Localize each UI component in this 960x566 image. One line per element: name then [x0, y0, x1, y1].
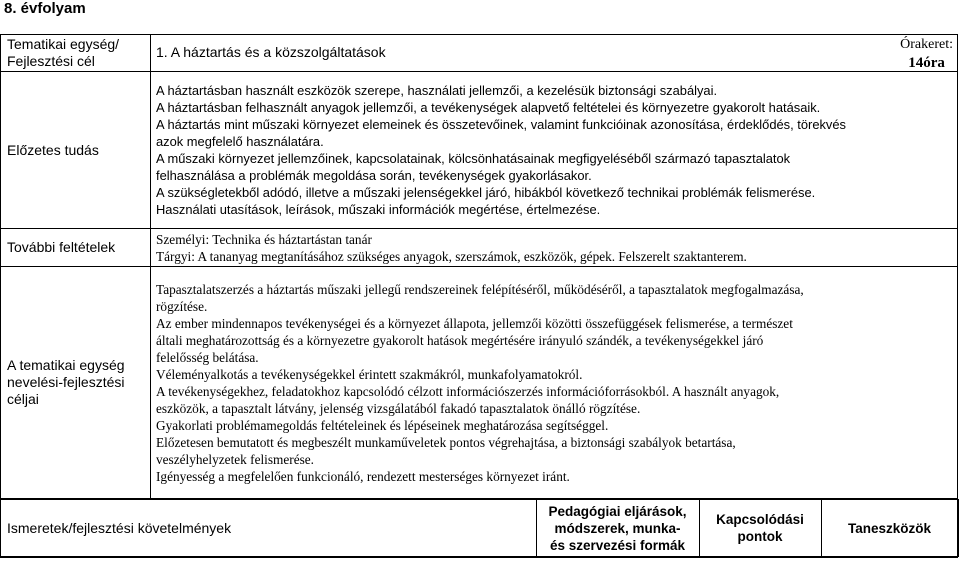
- goals-line: Az ember mindennapos tevékenységei és a környezet állapota, jellemzői közötti összefüggések felismerése, a természet: [156, 315, 793, 331]
- goals-row: [1, 267, 958, 499]
- goals-line: veszélyhelyzetek felismerése.: [156, 451, 315, 467]
- grade-heading: 8. évfolyam: [4, 0, 86, 17]
- unit-title-cell: [151, 35, 958, 72]
- further-line: Személyi: Technika és háztartástan tanár: [156, 231, 372, 247]
- connections-header-line: Kapcsolódási: [716, 512, 804, 527]
- prior-line: A háztartásban használt eszközök szerepe, használati jellemzői, a kezelésük biztonsági szabályai.: [156, 83, 718, 98]
- bottom-header-table: [1, 499, 959, 557]
- further-conditions-text: [151, 229, 958, 267]
- bottom-header-cell: [1, 499, 958, 558]
- prior-line: A háztartásban felhasznált anyagok jellemzői, a tevékenységek alapvető feltételei és környezetre gyakorolt hatásaik.: [156, 100, 821, 115]
- further-line: Tárgyi: A tananyag megtanításához szükséges anyagok, szerszámok, eszközök, gépek. Felszerelt szaktanterem.: [156, 248, 747, 264]
- prior-label: Előzetes tudás: [1, 72, 151, 229]
- goals-label-line: A tematikai egység: [7, 357, 125, 373]
- methods-header-line: módszerek, munka-: [554, 520, 681, 536]
- bottom-header-row: [1, 499, 958, 558]
- goals-line: Tapasztalatszerzés a háztartás műszaki jellegű rendszereinek felépítéséről, működéséről, a tapasztalatok megfogalmazása,: [156, 281, 804, 297]
- unit-label-line-2: Fejlesztési cél: [7, 53, 95, 69]
- further-conditions-row: [1, 229, 958, 267]
- goals-line: Véleményalkotás a tevékenységekkel érintett szakmákról, munkafolyamatokról.: [156, 366, 583, 382]
- prior-line: A szükségletekből adódó, illetve a műszaki jelenségekkel járó, hibákból következő technikai problémák felismerése.: [156, 185, 816, 200]
- unit-row: [1, 35, 958, 72]
- prior-line: azok megfelelő használatára.: [156, 134, 324, 149]
- prior-line: Használati utasítások, leírások, műszaki információk megértése, értelmezése.: [156, 202, 601, 217]
- goals-line: Előzetesen bemutatott és megbeszélt munkaműveletek pontos végrehajtása, a biztonsági szabályok betartása,: [156, 434, 736, 450]
- goals-label-line: nevelési-fejlesztési: [7, 374, 125, 390]
- goals-line: Gyakorlati problémamegoldás feltételeinek és lépéseinek meghatározása segítséggel.: [156, 417, 609, 433]
- methods-header: [536, 500, 699, 557]
- prior-line: felhasználása a problémák megoldása során, tevékenységek gyakorlásakor.: [156, 168, 592, 183]
- hours-box: [900, 36, 953, 72]
- prior-knowledge-row: [1, 72, 958, 229]
- hours-label: Órakeret:: [900, 37, 953, 52]
- tools-header: Taneszközök: [821, 500, 958, 557]
- methods-header-line: és szervezési formák: [549, 537, 686, 553]
- methods-header-line: Pedagógiai eljárások,: [548, 503, 687, 519]
- goals-line: A tevékenységekhez, feladatokhoz kapcsolódó célzott információszerzés információforrásokból. A használt anyagok,: [156, 383, 780, 399]
- goals-line: Igényesség a megfelelően funkcionáló, rendezett mesterséges környezet iránt.: [156, 468, 570, 484]
- prior-line: A háztartás mint műszaki környezet elemeinek és összetevőinek, valamint funkcióinak azonosítása, érdeklődés, törekvés: [156, 117, 846, 132]
- goals-line: általi meghatározottság és a környezetre gyakorolt hatások megértésére irányuló szándék, a tevékenységekkel járó: [156, 332, 764, 348]
- connections-header-line: pontok: [737, 529, 783, 544]
- requirements-header: Ismeretek/fejlesztési követelmények: [1, 500, 536, 557]
- goals-label-line: céljai: [7, 391, 39, 407]
- unit-title: 1. A háztartás és a közszolgáltatások: [156, 44, 386, 60]
- goals-text: [151, 267, 958, 499]
- hours-value: 14óra: [908, 55, 945, 71]
- unit-label-line-1: Tematikai egység/: [7, 36, 120, 52]
- unit-label: [1, 35, 151, 72]
- prior-line: A műszaki környezet jellemzőinek, kapcsolatainak, kölcsönhatásainak megfigyeléséből származó tapasztalatok: [156, 151, 791, 166]
- goals-line: eszközök, a tapasztalt látvány, jelenség vizsgálatából fakadó tapasztalatok önálló rögzítése.: [156, 400, 641, 416]
- goals-label: [1, 267, 151, 499]
- connections-header: [699, 500, 821, 557]
- goals-line: felelősség belátása.: [156, 349, 259, 365]
- further-label: További feltételek: [1, 229, 151, 267]
- prior-knowledge-text: [151, 72, 958, 229]
- curriculum-table: [0, 34, 958, 558]
- goals-line: rögzítése.: [156, 298, 208, 314]
